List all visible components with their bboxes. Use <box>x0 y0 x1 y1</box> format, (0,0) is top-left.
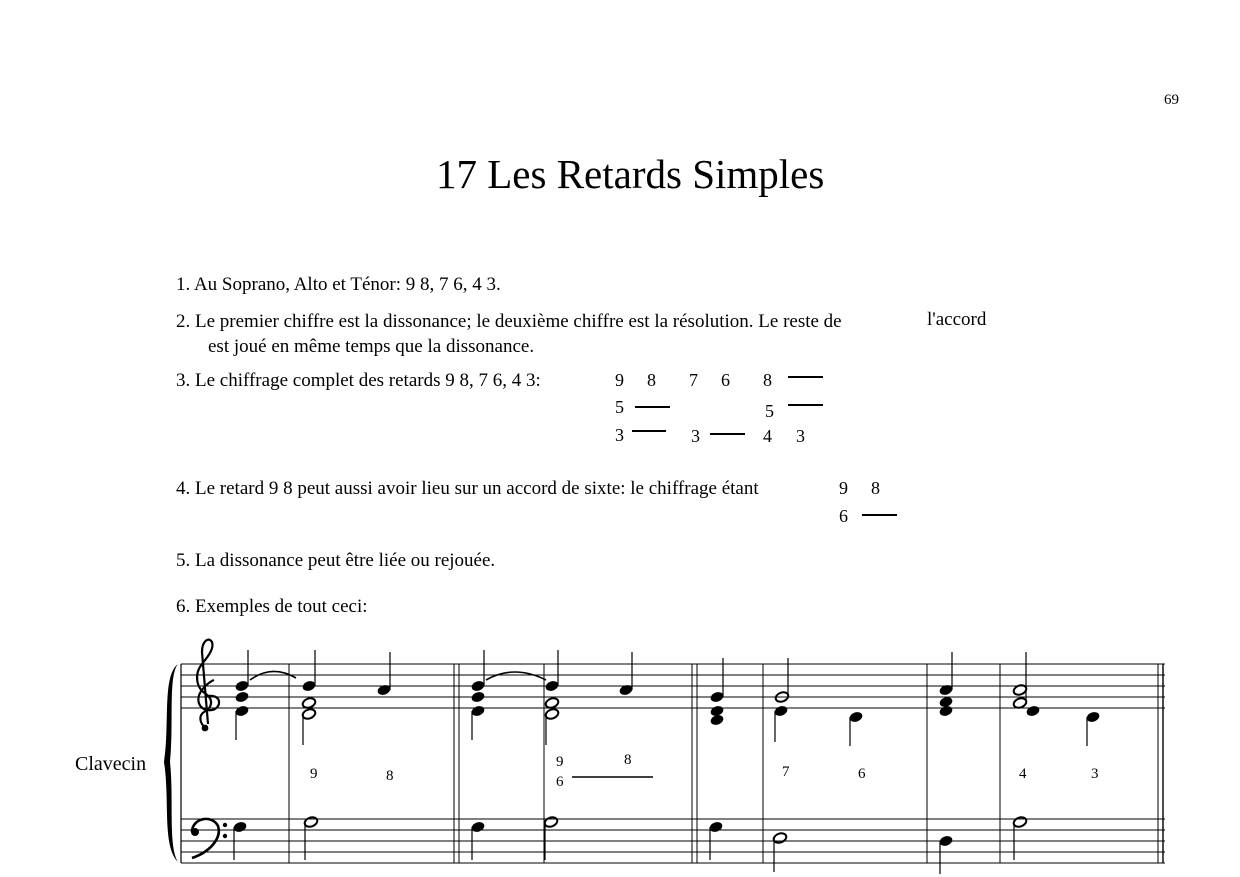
figure-8: 8 <box>624 752 632 768</box>
note <box>618 652 633 697</box>
fig-g2-top: 7 <box>689 370 698 390</box>
list-item-1: 1. Au Soprano, Alto et Ténor: 9 8, 7 6, 4 3. <box>176 274 501 295</box>
fig-sixth-res: 8 <box>871 478 880 498</box>
bass-note <box>1012 816 1027 860</box>
fig-g3-bot: 4 <box>763 426 772 446</box>
bass-note <box>470 820 485 860</box>
fig-g2-res: 6 <box>721 370 730 390</box>
note <box>1085 710 1100 746</box>
list-item-5: 5. La dissonance peut être liée ou rejouée. <box>176 550 496 571</box>
barlines <box>289 664 1163 863</box>
figure-6: 6 <box>858 766 866 782</box>
list-item-2-word: l'accord <box>927 309 987 330</box>
list-item-2-line1: 2. Le premier chiffre est la dissonance; le deuxième chiffre est la résolution. Le reste de <box>176 311 842 332</box>
chord-6 <box>773 658 789 742</box>
figure-3: 3 <box>1091 766 1099 782</box>
fig-g1-bot: 3 <box>615 425 624 445</box>
page-number: 69 <box>1164 92 1179 108</box>
bass-note <box>708 820 723 860</box>
fig-sixth-top: 9 <box>839 478 848 498</box>
chapter-title: 17 Les Retards Simples <box>436 151 825 197</box>
figure-9: 9 <box>310 766 318 782</box>
figure-8: 8 <box>386 768 394 784</box>
figure-6: 6 <box>556 774 564 790</box>
list-item-2-line2: est joué en même temps que la dissonance. <box>208 336 535 357</box>
list-item-6: 6. Exemples de tout ceci: <box>176 596 368 617</box>
chord-5 <box>709 658 724 727</box>
grand-staff-brace <box>164 664 178 862</box>
tie <box>486 672 546 680</box>
bass-note <box>938 834 953 874</box>
bass-staff <box>181 819 1165 863</box>
figure-7: 7 <box>782 764 790 780</box>
fig-g3-mid: 5 <box>765 401 774 421</box>
fig-g3-res: 3 <box>796 426 805 446</box>
note <box>848 710 863 746</box>
fig-g3-top: 8 <box>763 370 772 390</box>
fig-g1-mid: 5 <box>615 397 624 417</box>
note <box>376 652 391 697</box>
list-item-3: 3. Le chiffrage complet des retards 9 8, 7 6, 4 3: <box>176 370 541 391</box>
bass-note <box>232 820 247 860</box>
bass-note <box>543 816 558 860</box>
fig-sixth-bot: 6 <box>839 506 848 526</box>
figure-4: 4 <box>1019 766 1027 782</box>
fig-g2-bot: 3 <box>691 426 700 446</box>
fig-g1-top: 9 <box>615 370 624 390</box>
fig-g1-res: 8 <box>647 370 656 390</box>
list-item-4: 4. Le retard 9 8 peut aussi avoir lieu sur un accord de sixte: le chiffrage étant <box>176 478 759 499</box>
instrument-label: Clavecin <box>75 753 147 775</box>
bass-note <box>303 816 318 860</box>
figure-9: 9 <box>556 754 564 770</box>
